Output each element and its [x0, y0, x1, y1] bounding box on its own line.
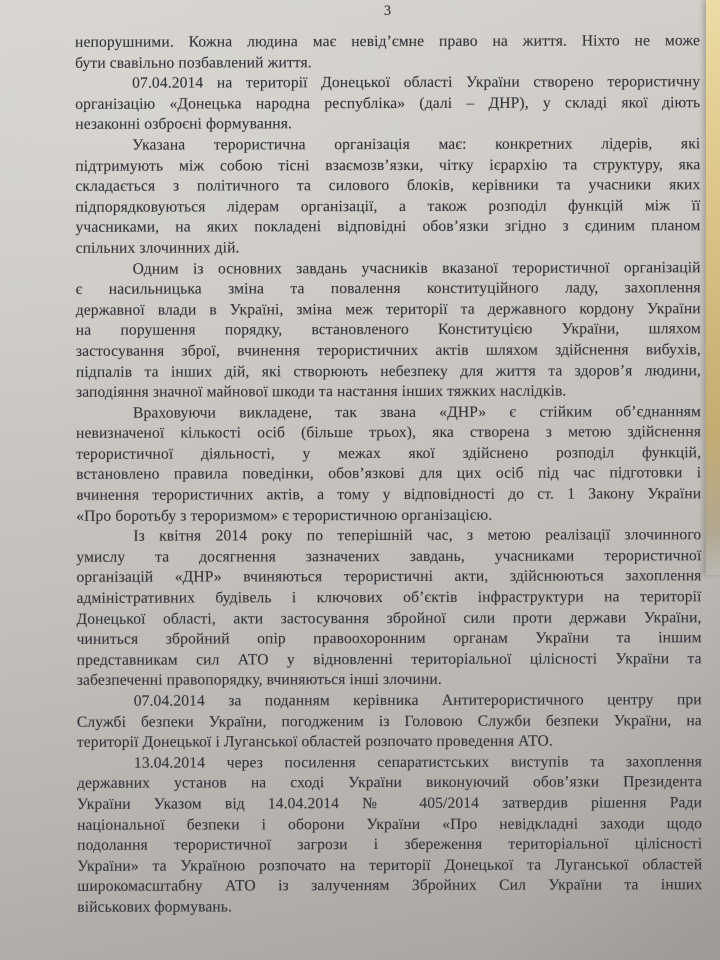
text-line: України Указом від 14.04.2014 № 405/2014 затвердив рішення Ради — [76, 794, 703, 813]
text-line: державних установ на сході України виконуючий обов’язки Президента — [76, 773, 702, 793]
text-line: подолання терористичної загрози і збереження територіальної цілісності — [77, 835, 703, 854]
text-line: Службі безпеки України, погодженим із Головою Служби безпеки України, на — [76, 711, 702, 731]
text-line: Враховуючи викладене, так звана «ДНР» є стійким об’єднанням — [132, 402, 702, 422]
text-line: представникам сил АТО у відновленні територіальної цілісності України та — [76, 649, 702, 669]
text-line: «Про боротьбу з тероризмом» є терористичною організацією. — [76, 506, 493, 525]
text-line: непорушними. Кожна людина має невід’ємне право на життя. Ніхто не може — [75, 32, 701, 51]
paragraph — [76, 525, 701, 691]
text-line: 13.04.2014 через посилення сепаратистських виступів та захоплення — [133, 752, 702, 772]
text-line: Донецької області, акти застосування збройної сили проти держави України, — [76, 608, 702, 628]
paragraph — [75, 72, 700, 135]
document-body — [75, 31, 702, 918]
text-line: бути свавільно позбавлений життя. — [75, 53, 312, 72]
text-line: підпалів та інших дій, які створюють небезпеку для життя та здоров’я людини, — [75, 361, 701, 381]
paragraph — [77, 690, 702, 753]
text-line: Указана терористична організація має: конкретних лідерів, які — [132, 135, 701, 154]
text-line: Одним із основних завдань учасників вказаної терористичної організацій — [132, 258, 701, 278]
text-line: національної безпеки і оборони України «Про невідкладні заходи щодо — [77, 814, 703, 834]
text-line: учасниками, на яких покладені відповідні обов’язки згідно з єдиним планом — [75, 217, 701, 237]
text-line: складається з політичного та силового блоків, керівники та учасники яких — [75, 176, 701, 195]
text-line: широкомасштабну АТО із залученням Збройних Сил України та інших — [77, 876, 703, 896]
text-line: спільних злочинних дій. — [75, 239, 240, 257]
text-line: є насильницька зміна та повалення конституційного ладу, захоплення — [75, 279, 701, 298]
text-line: чиниться збройний опір правоохоронним органам України та іншим — [76, 629, 702, 649]
text-line: забезпеченні правопорядку, вчиняються інші злочини. — [76, 671, 442, 690]
text-line: організацій «ДНР» вчиняються терористичні акти, здійснюються захоплення — [76, 567, 702, 587]
paragraph — [75, 134, 700, 259]
page-number: 3 — [383, 3, 392, 19]
text-line: 07.04.2014 за поданням керівника Антитерористичного центру при — [133, 691, 702, 710]
paragraph — [76, 258, 701, 404]
text-line: умислу та досягнення зазначених завдань, учасниками терористичної — [76, 547, 702, 566]
text-line: адміністративних будівель і ключових об’єктів інфраструктури на території — [76, 588, 702, 607]
text-line: невизначеної кількості осіб (більше трьох), яка створена з метою здійснення — [76, 423, 702, 443]
text-line: підпорядковуються лідерам організації, а також розподіл функцій між її — [75, 196, 701, 216]
text-line: вчинення терористичних актів, а тому у відповідності до ст. 1 Закону України — [76, 485, 702, 504]
text-line: організацію «Донецька народна республіка» (далі – ДНР), у складі якої діють — [75, 93, 701, 113]
text-line: території Донецької і Луганської областей розпочато проведення АТО. — [76, 732, 553, 752]
paragraph — [75, 31, 700, 74]
text-line: застосування зброї, вчинення терористичних актів шляхом здійснення вибухів, — [75, 341, 701, 360]
folder-edge — [706, 0, 720, 575]
text-line: на порушення порядку, встановленого Конституцією України, шляхом — [75, 320, 701, 340]
paragraph — [77, 752, 702, 918]
text-line: заподіяння значної майнової шкоди та настання інших тяжких наслідків. — [75, 382, 567, 401]
text-line: встановлено правила поведінки, обов’язкові для цих осіб під час підготовки і — [76, 464, 702, 484]
text-line: військових формувань. — [77, 898, 233, 916]
text-line: підтримують між собою тісні взаємозв’язки, чітку ієрархію та структуру, яка — [75, 155, 701, 175]
text-line: 07.04.2014 на території Донецької області України створено терористичну — [132, 73, 701, 92]
paragraph — [76, 402, 701, 527]
text-line: терористичної діяльності, у межах якої здійснено розподіл функцій, — [76, 444, 702, 463]
text-line: Із квітня 2014 року по теперішній час, з метою реалізації злочинного — [133, 526, 702, 545]
text-line: державної влади в Україні, зміна меж території та державного кордону України — [75, 299, 701, 319]
text-line: незаконні озброєні формування. — [75, 115, 293, 134]
text-line: України» та Україною розпочато на території Донецької та Луганської областей — [77, 855, 703, 875]
